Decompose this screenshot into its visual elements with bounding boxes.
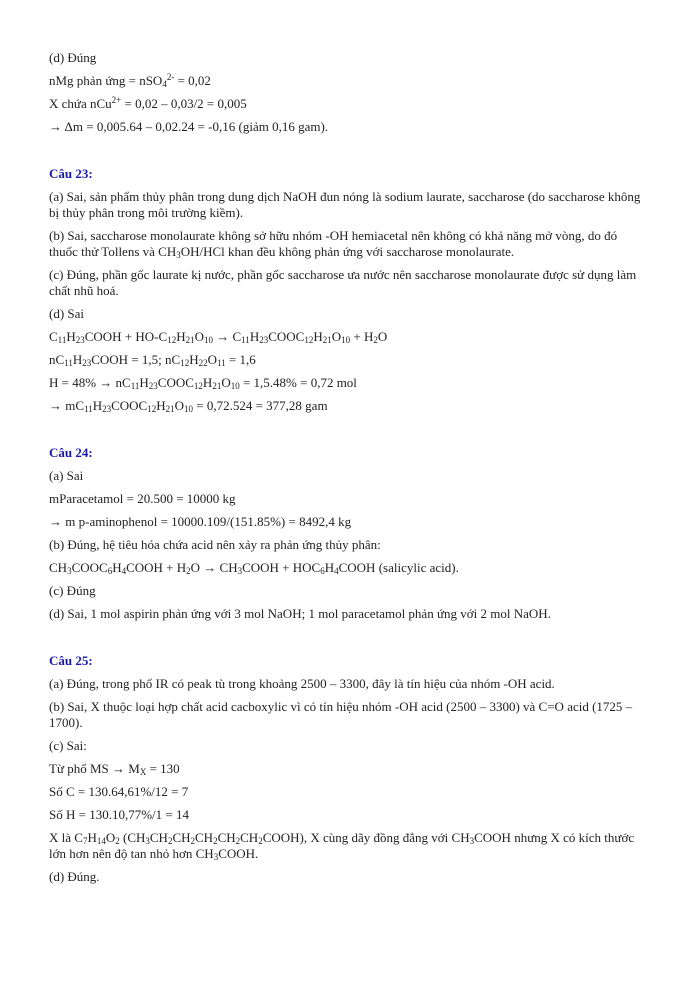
answer-d-correct: (d) Đúng bbox=[49, 50, 97, 65]
q23-answer-a: (a) Sai, sản phẩm thủy phân trong dung dịch NaOH đun nóng là sodium laurate, saccharose (do saccharose không bị thủy phân trong môi trường kiềm). bbox=[49, 189, 641, 220]
q25-answer-b: (b) Sai, X thuộc loại hợp chất acid cacboxylic vì có tín hiệu nhóm -OH acid (2500 – 3300) và C=O acid (1725 – 1700). bbox=[49, 699, 633, 730]
mg-reaction-line: nMg phản ứng = nSO$_4^{2-}$ = 0,02 bbox=[49, 72, 211, 89]
q25-ms-line: Từ phổ MS → $M_X = 130$ bbox=[49, 761, 180, 777]
q24-aminophenol-mass: → m p-aminophenol = 10000.109/(151.85%) = 8492,4 kg bbox=[49, 514, 352, 529]
q25-answer-a: (a) Đúng, trong phổ IR có peak tù trong khoảng 2500 – 3300, đây là tín hiệu của nhóm -OH acid. bbox=[49, 676, 555, 691]
q24-answer-c: (c) Đúng bbox=[49, 583, 96, 598]
mass-change-line: → Δm = 0,005.64 – 0,02.24 = -0,16 (giảm 0,16 gam). bbox=[49, 119, 329, 134]
q24-paracetamol-mass: mParacetamol = 20.500 = 10000 kg bbox=[49, 491, 236, 506]
q24-answer-b: (b) Đúng, hệ tiêu hóa chứa acid nên xảy ra phản ứng thủy phân: bbox=[49, 537, 381, 552]
q23-answer-b: (b) Sai, saccharose monolaurate không sở hữu nhóm -OH hemiacetal nên không có khả năng mở vòng, do đó thuốc thử Tollens và $CH_3OH$/HCl khan đều không phản ứng với saccharose monolaurate. bbox=[49, 228, 618, 260]
q23-answer-d: (d) Sai bbox=[49, 306, 85, 321]
cu-remaining-line: X chứa nCu$^{2+}$ = 0,02 – 0,03/2 = 0,005 bbox=[49, 95, 247, 111]
q25-x-formula: X là $C_7H_{14}O_2$ $(CH_3CH_2CH_2CH_2CH_2CH_2COOH)$, X cùng dãy đồng đẳng với $CH_3COOH$ nhưng X có kích thước lớn hơn nên độ tan nhỏ hơn $CH_3COOH$. bbox=[49, 830, 635, 862]
q24-answer-a: (a) Sai bbox=[49, 468, 84, 483]
question-25-heading: Câu 25: bbox=[49, 653, 93, 668]
question-24-heading: Câu 24: bbox=[49, 445, 93, 460]
q25-carbon-count: Số C = 130.64,61%/12 = 7 bbox=[49, 784, 189, 799]
q24-answer-d: (d) Sai, 1 mol aspirin phản ứng với 3 mol NaOH; 1 mol paracetamol phản ứng với 2 mol NaOH. bbox=[49, 606, 551, 621]
q23-mass-line: → $mC_{11}H_{23}COOC_{12}H_{21}O_{10} = 0,72.524 = 377,28$ gam bbox=[49, 398, 328, 414]
q25-hydrogen-count: Số H = 130.10,77%/1 = 14 bbox=[49, 807, 189, 822]
question-23-heading: Câu 23: bbox=[49, 166, 93, 181]
q23-moles-line: $nC_{11}H_{23}COOH = 1,5$; $nC_{12}H_{22}O_{11} = 1,6$ bbox=[49, 352, 256, 368]
q23-yield-line: $H = 48\% \to nC_{11}H_{23}COOC_{12}H_{21}O_{10} = 1,5.48\% = 0,72$ mol bbox=[49, 375, 357, 391]
q23-esterification-equation: $C_{11}H_{23}COOH + HO-C_{12}H_{21}O_{10}$ → $C_{11}H_{23}COOC_{12}H_{21}O_{10} + H_2O$ bbox=[49, 329, 388, 345]
q24-hydrolysis-equation: $CH_3COOC_6H_4COOH + H_2O$ → $CH_3COOH$ + $HOC_6H_4COOH$ (salicylic acid). bbox=[49, 560, 459, 576]
q25-answer-d: (d) Đúng. bbox=[49, 869, 100, 884]
q25-answer-c: (c) Sai: bbox=[49, 738, 87, 753]
q23-answer-c: (c) Đúng, phần gốc laurate kị nước, phần gốc saccharose ưa nước nên saccharose monolaurate được sử dụng làm chất nhũ hoá. bbox=[49, 267, 637, 298]
